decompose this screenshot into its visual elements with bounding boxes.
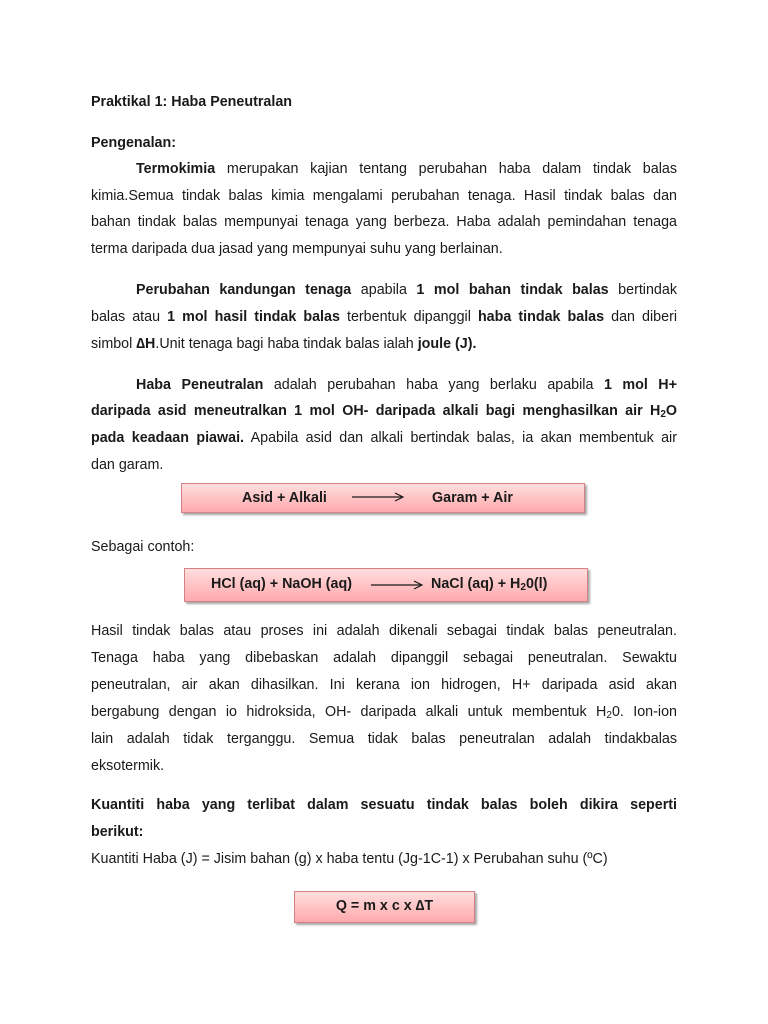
p4-text: bergabung dengan io hidroksida, OH- daripada alkali untuk membentuk H [91,704,607,720]
p3-bold-text: O [665,403,677,419]
eq2-products-text: NaCl (aq) + H [431,576,521,592]
term-haba-peneutralan: Haba Peneutralan [136,377,264,393]
heat-formula: Q = m x c x ∆T [335,898,434,914]
p2-text: dan diberi [604,309,678,325]
subscript: 2 [520,582,526,593]
p2-text: terbentuk dipanggil [339,309,478,325]
delta-h-symbol: ∆H [136,336,156,352]
example-label: Sebagai contoh: [91,539,195,555]
right-arrow-icon [371,579,425,591]
p1-text: merupakan kajian tentang perubahan haba dalam tindak balas [215,161,677,177]
eq1-products: Garam + Air [432,490,513,506]
equation-box-example [184,568,588,602]
eq2-reactants: HCl (aq) + NaOH (aq) [211,576,352,592]
term-bahan: 1 mol bahan tindak balas [416,282,609,298]
term-perubahan-kandungan: Perubahan kandungan tenaga [136,282,352,298]
eq1-reactants: Asid + Alkali [242,490,327,506]
p4-line-3: peneutralan, air akan dihasilkan. Ini kerana ion hidrogen, H+ daripada asid akan [91,677,677,693]
p3-text: adalah perubahan haba yang berlaku apabila [263,377,604,393]
quantity-formula-text: Kuantiti Haba (J) = Jisim bahan (g) x haba tentu (Jg-1C-1) x Perubahan suhu (ºC) [91,851,608,867]
term-hasil: 1 mol hasil tindak balas [167,309,340,325]
formula-box [294,891,475,923]
p3-text: Apabila asid dan alkali bertindak balas, ia akan membentuk air [244,430,677,446]
p4-line-5: lain adalah tidak terganggu. Semua tidak balas peneutralan adalah tindakbalas [91,731,677,747]
p3-line-2 [91,402,677,424]
p1-line-2: kimia.Semua tindak balas kimia mengalami perubahan tenaga. Hasil tindak balas dan [91,188,677,204]
equation-box-general [181,483,585,513]
p5-line-2: berikut: [91,824,144,840]
right-arrow-icon [352,491,406,503]
eq2-products [431,569,547,602]
p2-text: .Unit tenaga bagi haba tindak balas ialah [155,336,418,352]
term-keadaan-piawai: pada keadaan piawai. [91,430,245,446]
p2-line-2 [91,308,677,326]
subscript: 2 [660,409,666,420]
p3-line-1 [136,376,677,394]
p3-bold-text: daripada asid meneutralkan 1 mol OH- daripada alkali bagi menghasilkan air H [91,403,661,419]
p3-line-3 [91,429,677,447]
p2-text: balas atau [91,309,168,325]
p5-line-1: Kuantiti haba yang terlibat dalam sesuatu tindak balas boleh dikira seperti [91,797,677,813]
p2-text: simbol [91,336,137,352]
p4-line-6: eksotermik. [91,758,165,774]
p1-line-4: terma daripada dua jasad yang mempunyai suhu yang berlainan. [91,241,503,257]
p4-line-2: Tenaga haba yang dibebaskan adalah dipanggil sebagai peneutralan. Sewaktu [91,650,677,666]
p4-line-1: Hasil tindak balas atau proses ini adalah dikenali sebagai tindak balas peneutralan. [91,623,677,639]
p4-text: 0. Ion-ion [611,704,677,720]
eq2-products-text: 0(l) [525,576,548,592]
document-title: Praktikal 1: Haba Peneutralan [91,94,293,110]
term-termokimia: Termokimia [136,161,216,177]
p2-text: apabila [351,282,417,298]
term-joule: joule (J). [417,336,477,352]
p3-line-4: dan garam. [91,457,164,473]
p1-line-1 [136,160,677,178]
p2-line-3 [91,335,476,353]
term-1-mol-h: 1 mol H+ [603,377,677,393]
p2-text: bertindak [608,282,677,298]
p4-line-4 [91,703,677,725]
subscript: 2 [606,710,612,721]
p2-line-1 [136,281,677,299]
term-haba-tindak-balas: haba tindak balas [477,309,605,325]
intro-heading: Pengenalan: [91,135,177,151]
p1-line-3: bahan tindak balas mempunyai tenaga yang berbeza. Haba adalah pemindahan tenaga [91,214,677,230]
